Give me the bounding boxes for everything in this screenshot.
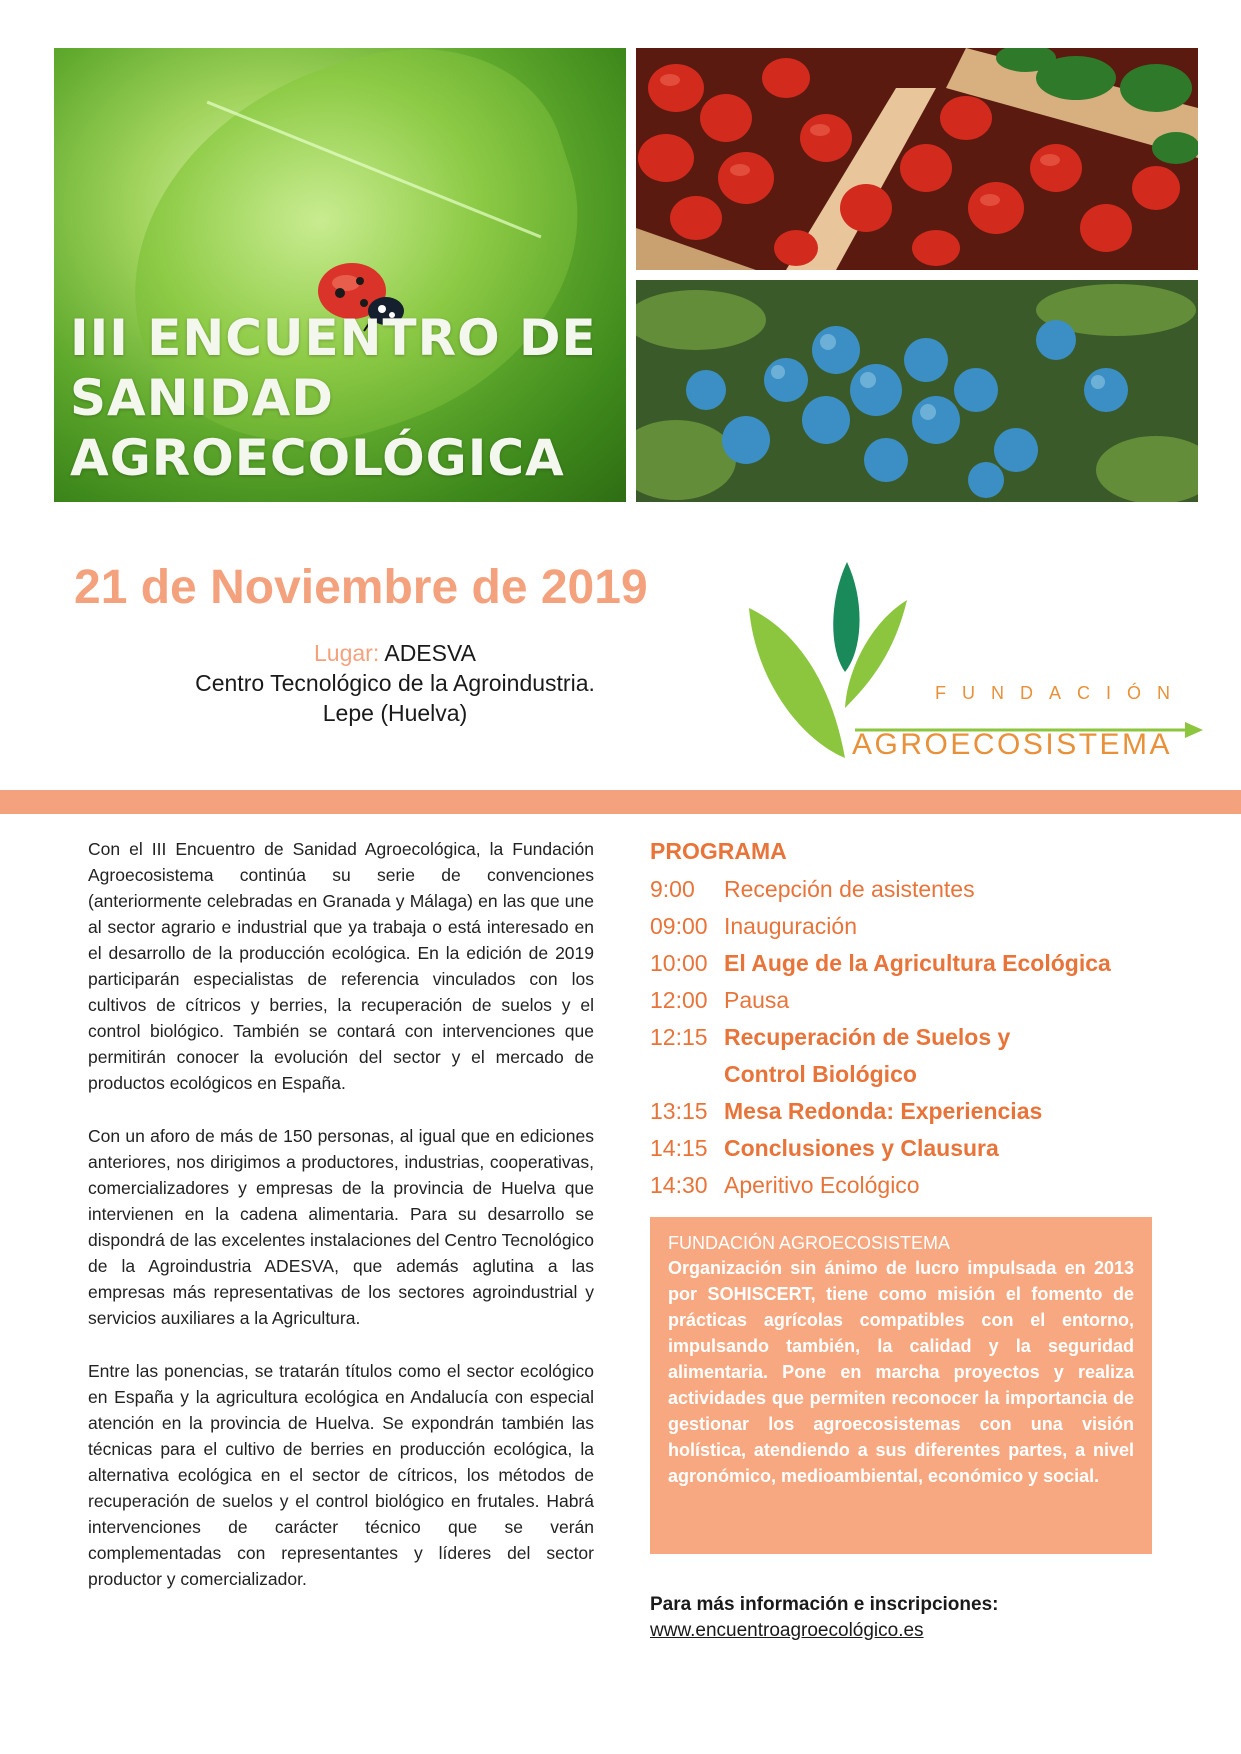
program-event: Recepción de asistentes	[724, 876, 975, 902]
program	[650, 838, 1170, 1204]
event-title	[70, 308, 616, 488]
program-item	[650, 908, 1170, 945]
program-event: Inauguración	[724, 913, 857, 939]
program-item	[650, 945, 1170, 982]
description-paragraph-1: Con el III Encuentro de Sanidad Agroecológica, la Fundación Agroecosistema continúa su serie de convenciones (anteriormente celebradas en Granada y Málaga) en las que une al sector agrario e industrial que ya trabaja o está interesado en el desarrollo de la producción ecológica. En la edición de 2019 participarán especialistas de referencia vinculados con los cultivos de cítricos y berries, la recuperación de suelos y el control biológico. También se contará con intervenciones que permitirán conocer la evolución del sector y el mercado de productos ecológicos en España.	[88, 839, 594, 1093]
program-time: 9:00	[650, 876, 695, 902]
contact-label: Para más información e inscripciones:	[650, 1594, 999, 1615]
program-event: Pausa	[724, 987, 790, 1013]
strawberries-image	[636, 48, 1198, 270]
program-item	[650, 1093, 1170, 1130]
program-time: 14:15	[650, 1135, 708, 1161]
program-event: Conclusiones y Clausura	[724, 1135, 999, 1161]
website-link[interactable]: www.encuentroagroecológico.es	[650, 1620, 924, 1641]
program-event: Recuperación de Suelos y	[724, 1024, 1011, 1050]
program-event: Control Biológico	[724, 1061, 917, 1087]
program-time	[650, 1056, 724, 1093]
description	[88, 836, 594, 1619]
program-event: Mesa Redonda: Experiencias	[724, 1098, 1043, 1124]
event-title-line-3: AGROECOLÓGICA	[70, 429, 565, 487]
program-time: 13:15	[650, 1098, 708, 1124]
program-item	[650, 1056, 1170, 1093]
description-paragraph-2: Con un aforo de más de 150 personas, al igual que en ediciones anteriores, nos dirigimos a productores, industrias, cooperativas, comercializadores y empresas de la provincia de Huelva que intervienen en la cadena alimentaria. Para su desarrollo se dispondrá de las excelentes instalaciones del Centro Tecnológico de la Agroindustria ADESVA, que además aglutina a las empresas más representativas de los sectores agroindustrial y servicios auxiliares a la Agricultura.	[88, 1126, 594, 1328]
program-item	[650, 982, 1170, 1019]
contact	[650, 1592, 1190, 1644]
venue-line-3: Lepe (Huelva)	[322, 700, 468, 726]
program-heading: PROGRAMA	[650, 838, 787, 864]
program-time: 10:00	[650, 950, 708, 976]
event-title-line-1: III ENCUENTRO DE	[70, 309, 597, 367]
blueberries-image	[636, 280, 1198, 502]
program-time: 14:30	[650, 1172, 708, 1198]
program-event: El Auge de la Agricultura Ecológica	[724, 950, 1111, 976]
foundation-title: FUNDACIÓN AGROECOSISTEMA	[668, 1233, 951, 1253]
description-paragraph-3: Entre las ponencias, se tratarán títulos como el sector ecológico en España y la agricultura ecológica en Andalucía con especial atención en la provincia de Huelva. Se expondrán también las técnicas para el cultivo de berries en producción ecológica, la alternativa ecológica en el sector de cítricos, los métodos de recuperación de suelos y el control biológico en frutales. Habrá intervenciones de carácter técnico que se verán complementadas con representantes y líderes del sector productor y comercializador.	[88, 1361, 594, 1589]
event-date: 21 de Noviembre de 2019	[74, 561, 648, 614]
divider-band	[0, 790, 1241, 814]
foundation-description: Organización sin ánimo de lucro impulsada en 2013 por SOHISCERT, tiene como misión el fomento de prácticas agrícolas compatibles con el entorno, impulsando también, la calidad y la seguridad alimentaria. Pone en marcha proyectos y realiza actividades que permiten reconocer la importancia de gestionar los agroecosistemas con una visión holística, atendiendo a sus diferentes partes, a nivel agronómico, medioambiental, económico y social.	[668, 1258, 1134, 1486]
program-time: 12:00	[650, 987, 708, 1013]
venue-line-1	[120, 638, 670, 668]
program-event: Aperitivo Ecológico	[724, 1172, 920, 1198]
venue-label: Lugar:	[314, 640, 380, 666]
program-time: 12:15	[650, 1024, 708, 1050]
event-venue	[120, 638, 670, 728]
venue-name: ADESVA	[384, 640, 476, 666]
hero-ladybug-image	[54, 48, 626, 502]
program-time: 09:00	[650, 913, 708, 939]
program-item	[650, 871, 1170, 908]
foundation-info-box	[650, 1217, 1152, 1554]
venue-line-2: Centro Tecnológico de la Agroindustria.	[195, 670, 595, 696]
program-item	[650, 1130, 1170, 1167]
event-title-line-2: SANIDAD	[70, 369, 334, 427]
logo-text-agroecosistema: AGROECOSISTEMA	[852, 728, 1173, 761]
program-item	[650, 1167, 1170, 1204]
logo-text-fundacion: FUNDACIÓN	[935, 683, 1186, 703]
program-item	[650, 1019, 1170, 1056]
